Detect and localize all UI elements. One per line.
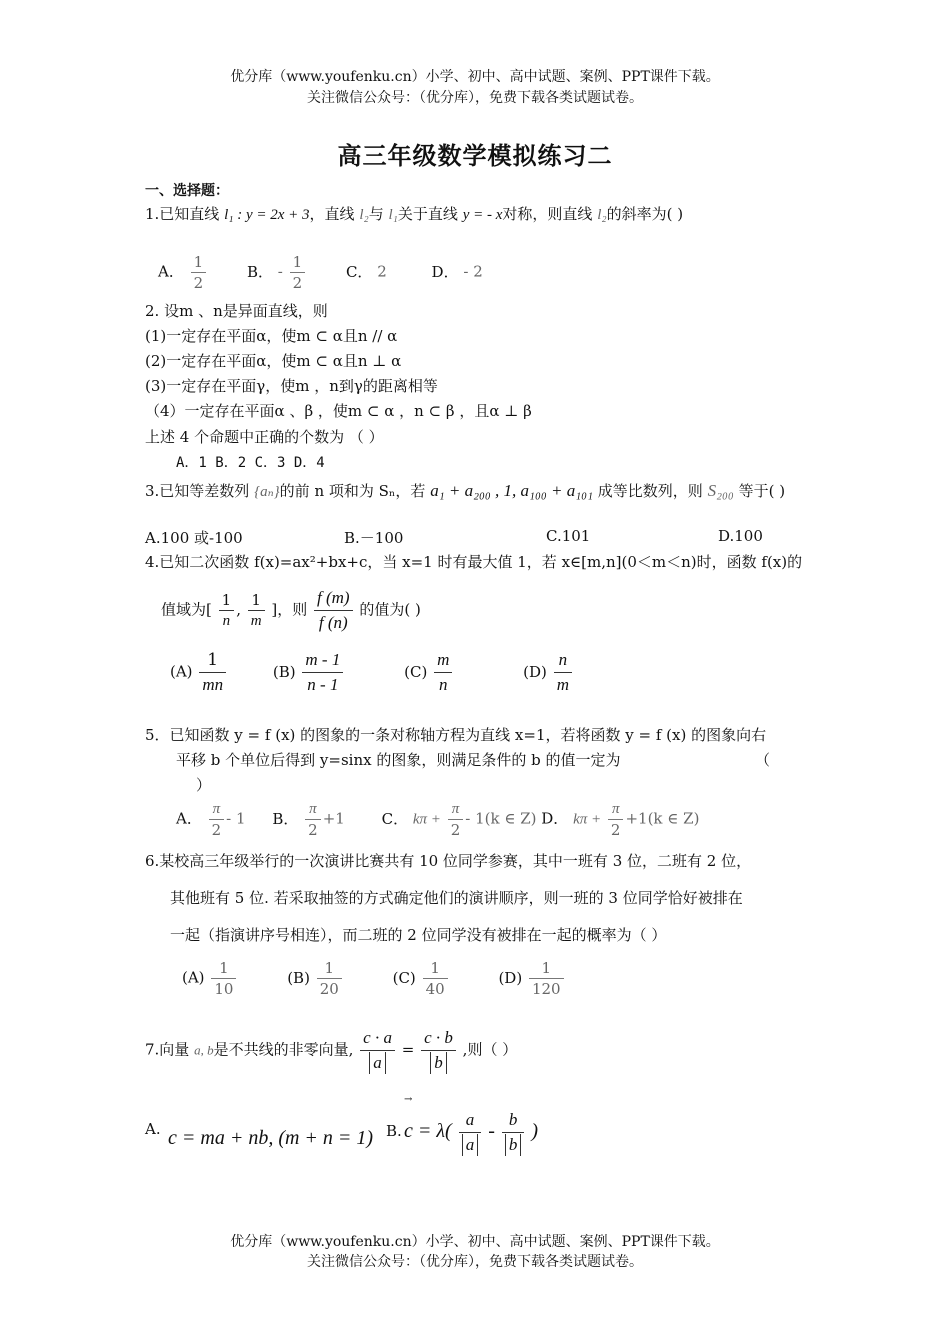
question-2-statement-2: (2)一定存在平面α，使m ⊂ α且n ⊥ α bbox=[145, 352, 402, 370]
question-3-option-d: D.100 bbox=[718, 527, 763, 545]
question-3-option-c: C.101 bbox=[546, 527, 591, 545]
section-heading: 一、选择题： bbox=[145, 183, 229, 199]
footer-line-1: 优分库（www.youfenku.cn）小学、初中、高中试题、案例、PPT课件下载。 bbox=[230, 1234, 720, 1250]
question-3-option-a: A.100 或-100 bbox=[145, 529, 243, 547]
question-3-option-b: B.－100 bbox=[344, 529, 404, 547]
question-2-statement-3: (3)一定存在平面γ，使m ，n到γ的距离相等 bbox=[145, 377, 438, 395]
question-7-option-a: c = ma + nb, (m + n = 1) bbox=[168, 1127, 374, 1149]
question-7-stem: 7.向量 a, b是不共线的非零向量, $\frac{c \cdot a}{a}$ = $\frac{c \cdot b}{b}$ ,则（ ） bbox=[145, 1028, 518, 1072]
header-line-2: 关注微信公众号：（优分库），免费下载各类试题试卷。 bbox=[307, 90, 643, 106]
question-4-options: (A) $\frac{1}{mn}$ (B) $\frac{m - 1}{n - 1}$ (C) $\frac{m}{n}$ (D) $\frac{n}{m}$ bbox=[170, 648, 574, 697]
question-1-stem: 1.已知直线 l₁ : y = 2x + 3，直线 l₂与 l₁关于直线 y = - x对称，则直线 l₂的斜率为( ) bbox=[145, 205, 684, 223]
question-2-statement-1: (1)一定存在平面α，使m ⊂ α且n // α bbox=[145, 327, 398, 345]
vector-arrow-icon: → bbox=[404, 1094, 413, 1105]
question-5-line-2: 平移 b 个单位后得到 y=sinx 的图象，则满足条件的 b 的值一定为 bbox=[176, 751, 621, 769]
question-6-line-1: 6.某校高三年级举行的一次演讲比赛共有 10 位同学参赛，其中一班有 3 位，二班有 2 位， bbox=[145, 852, 752, 870]
question-5-line-1: 5．已知函数 y = f (x) 的图象的一条对称轴方程为直线 x=1，若将函数 y = f (x) 的图象向右 bbox=[145, 726, 767, 744]
question-6-line-2: 其他班有 5 位. 若采取抽签的方式确定他们的演讲顺序，则一班的 3 位同学恰好被排在 bbox=[170, 889, 743, 907]
footer-line-2: 关注微信公众号：（优分库），免费下载各类试题试卷。 bbox=[307, 1254, 643, 1270]
question-7-option-b: c = λ( $\frac{a}{a}$ - $\frac{b}{b}$ ) bbox=[404, 1110, 539, 1154]
question-4-range: 值域为[ $\frac{1}{n}$ , $\frac{1}{m}$ ]，则 $\frac{f (m)}{f (n)}$ 的值为( ) bbox=[161, 588, 421, 632]
question-2-statement-4: （4）一定存在平面α 、β ，使m ⊂ α ，n ⊂ β ，且α ⊥ β bbox=[145, 402, 532, 420]
question-2-ask: 上述 4 个命题中正确的个数为 （ ） bbox=[145, 428, 384, 446]
page-title: 高三年级数学模拟练习二 bbox=[337, 141, 613, 170]
question-6-line-3: 一起（指演讲序号相连），而二班的 2 位同学没有被排在一起的概率为（ ） bbox=[170, 926, 667, 944]
question-6-options: (A) $\frac{1}{10}$ (B) $\frac{1}{20}$ (C) $\frac{1}{40}$ (D) $\frac{1}{120}$ bbox=[182, 958, 566, 999]
question-4-stem: 4.已知二次函数 f(x)=ax²+bx+c，当 x=1 时有最大值 1，若 x∈[m,n](0＜m＜n)时，函数 f(x)的 bbox=[145, 553, 803, 571]
question-2-stem: 2. 设m 、n是异面直线，则 bbox=[145, 302, 328, 320]
question-1-options: A． $\frac{1}{2}$ B． - $\frac{1}{2}$ C． 2 D． - 2 bbox=[158, 253, 483, 292]
option-b-fraction: $\frac{1}{2}$ bbox=[290, 252, 306, 293]
question-2-options: A．1 B．2 C．3 D．4 bbox=[176, 455, 325, 471]
question-5-paren-open: （ bbox=[755, 751, 771, 769]
question-7-option-a-label: A. bbox=[145, 1120, 161, 1138]
question-3-stem: 3.已知等差数列 {aₙ}的前 n 项和为 Sₙ，若 a₁ + a₂₀₀ , 1, a₁₀₀ + a₁₀₁ 成等比数列，则 S₂₀₀ 等于( ) bbox=[145, 481, 786, 500]
option-a-fraction: $\frac{1}{2}$ bbox=[191, 252, 207, 293]
question-7-option-b-label: B. bbox=[386, 1122, 402, 1140]
question-5-options: A． $\frac{\pi}{2}$ - 1 B． $\frac{\pi}{2}$ +1 C． kπ + $\frac{\pi}{2}$ - 1(k ∈ Z) D． kπ + $\frac{\pi}{2}$ +1(k ∈ Z) bbox=[176, 801, 700, 839]
question-5-paren-close: ） bbox=[196, 776, 212, 794]
header-line-1: 优分库（www.youfenku.cn）小学、初中、高中试题、案例、PPT课件下载。 bbox=[230, 69, 720, 85]
